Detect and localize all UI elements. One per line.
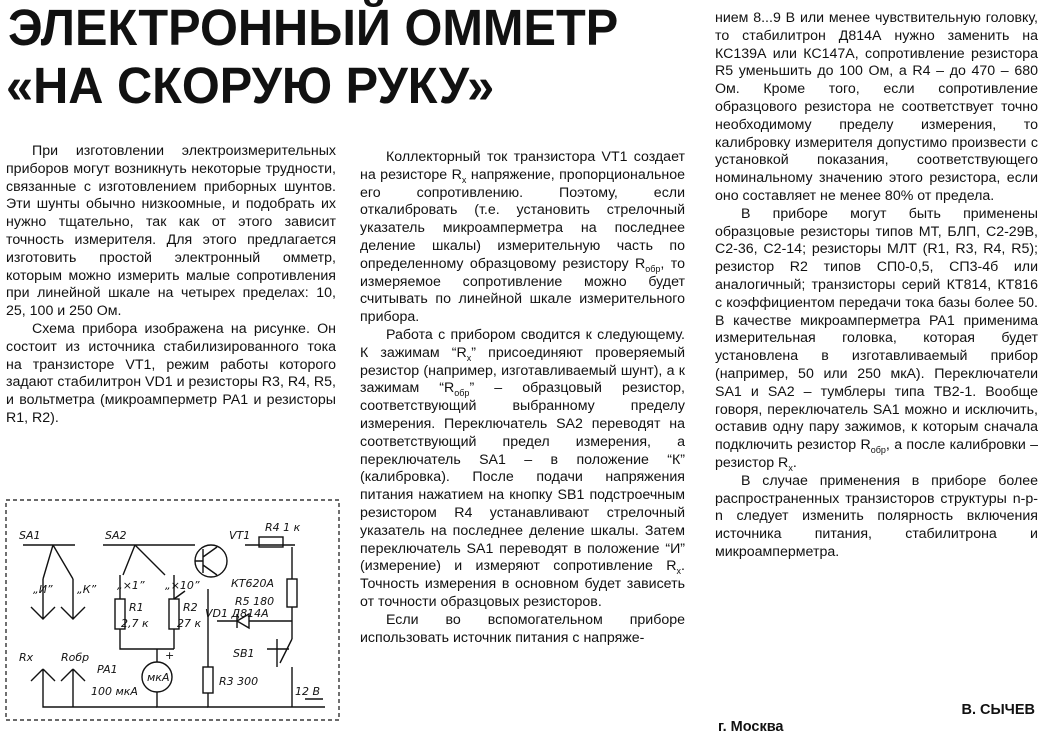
- r2-trimmer-arrow: [174, 591, 185, 599]
- label-sa1: SA1: [19, 529, 41, 542]
- col1-paragraph-1: При изготовлении электроизмерительных приборов могут возникнуть некоторые трудности, связанные с изготовлением приборных шунтов. Эти шунты обычно низкоомные, и подобрать их нужно тщательно, так как от этого зависит точность измерителя. Для этого предлагается изготовить простой электронный омметр, которым можно измерить малые сопротивления при линейной шкале на четырех пределах: 10, 25, 100 и 250 Ом.: [6, 143, 336, 320]
- label-pa1-value: 100 мкА: [91, 685, 138, 698]
- label-r4: R4 1 к: [265, 521, 301, 534]
- label-r3: R3 300: [219, 675, 259, 688]
- label-meter-plus: +: [165, 649, 175, 662]
- label-r2: R2: [183, 601, 198, 614]
- col2-paragraph-3: Если во вспомогательном приборе использовать источник питания с напряже-: [360, 611, 685, 646]
- resistor-r5: [287, 579, 297, 607]
- article-title-line2: «НА СКОРУЮ РУКУ»: [6, 57, 495, 114]
- col2-paragraph-2: Работа с прибором сводится к следующему. К зажимам “$R_x$” присоединяют проверяемый резистор (например, изготавливаемый шунт), а к зажимам “$R_{обр}$” – образцовый резистор, соответствующий выбранному пределу измерения. Переключатель SA2 переводят на соответствующий предел измерения, а переключатель SA1 – в положение “К” (калибровка). После подачи напряжения питания нажатием на кнопку SB1 подстроечным резистором R4 устанавливают стрелочный указатель на последнее деление шкалы. Затем переключатель SA1 переводят в положение “И” (измерение) и измеряют сопротивление $R_x$. Точность измерения в основном будет зависеть от точности образцовых резисторов.: [360, 326, 686, 610]
- label-sa2: SA2: [105, 529, 127, 542]
- col2-paragraph-1: Коллекторный ток транзистора VT1 создает на резисторе $R_x$ напряжение, пропорциональное его сопротивлению. Поэтому, если откалибровать (т.е. установить стрелочный указатель микроамперметра на последнее деление шкалы) измерительную часть по определенному образцовому резистору $R_{обр}$, то измеряемое сопротивление можно будет считывать по линейной шкале измерительного прибора.: [360, 149, 686, 326]
- label-position-k: „К”: [77, 583, 97, 596]
- col3-paragraph-2: В приборе могут быть применены образцовые резисторы типов МТ, БЛП, С2-29В, С2-36, С2-14; резисторы МЛТ (R1, R3, R4, R5); резистор R2 типов СП0-0,5, СП3-4б или аналогичный; транзисторы серий КТ814, КТ816 с коэффициентом передачи тока базы более 50. В качестве микроамперметра PA1 применима измерительная головка, которая будет установлена в изготавливаемый прибор (например, 50 или 250 мкА). Переключатели SA1 и SA2 – тумблеры типа ТВ2-1. Вообще говоря, переключатель SA1 можно и исключить, оставив одну пару зажимов, к которым сначала подключить резистор $R_{обр}$, а после калибровки – резистор $R_x$.: [715, 205, 1038, 473]
- label-rx-terminal: Rx: [19, 651, 34, 664]
- label-position-x10: „×10”: [165, 579, 200, 592]
- label-r1-value: 2,7 к: [121, 617, 149, 630]
- column-3: [715, 10, 1038, 562]
- col1-paragraph-2: Схема прибора изображена на рисунке. Он состоит из источника стабилизированного тока на транзисторе VT1, режим работы которого задают стабилитрон VD1 и резисторы R3, R4, R5, и вольтметра (микроамперметр PA1 и резисторы R1, R2).: [6, 320, 336, 426]
- label-r1: R1: [129, 601, 144, 614]
- label-robr-terminal: Rобр: [61, 651, 90, 664]
- label-pa1: PA1: [97, 663, 118, 676]
- col3-paragraph-1: нием 8...9 В или менее чувствительную головку, то стабилитрон Д814А нужно заменить на КС139А или КС147А, сопротивление резистора R5 уменьшить до 100 Ом, а R4 – до 470 – 680 Ом. Кроме того, если сопротивление образцового резистора не соответствует точно необходимому пределу измерения, то калибровку измерителя допустимо произвести с установкой показания, соответствующего номинальному значению этого резистора, если оно составляет не менее 80% от предела.: [715, 10, 1038, 204]
- resistor-r3: [203, 667, 213, 693]
- label-meter-unit: мкА: [147, 671, 170, 684]
- label-r5: R5 180: [235, 595, 275, 608]
- sa1-switch-contacts: [43, 545, 73, 579]
- column-1: [6, 143, 336, 428]
- sa2-switch-contacts: [123, 545, 165, 575]
- label-transistor-type: КТ620А: [231, 577, 275, 590]
- label-sb1: SB1: [233, 647, 255, 660]
- label-vt1: VT1: [229, 529, 251, 542]
- article-title-line1: ЭЛЕКТРОННЫЙ ОММЕТР: [8, 0, 619, 56]
- label-position-x1: „×1”: [117, 579, 145, 592]
- label-r2-value: 27 к: [177, 617, 202, 630]
- label-position-i: „И”: [33, 583, 53, 596]
- label-supply-voltage: 12 В: [295, 685, 321, 698]
- button-sb1: [267, 639, 292, 707]
- author-name: В. СЫЧЕВ: [961, 702, 1035, 718]
- circuit-diagram: [5, 499, 340, 721]
- supply-leads: [292, 699, 325, 707]
- author-city: г. Москва: [718, 719, 784, 735]
- col3-paragraph-3: В случае применения в приборе более распространенных транзисторов структуры n-p-n следует изменить полярность включения источника питания, стабилитрона и микроамперметра.: [715, 472, 1038, 560]
- label-vd1: VD1 Д814А: [205, 607, 269, 620]
- column-2: [360, 149, 685, 647]
